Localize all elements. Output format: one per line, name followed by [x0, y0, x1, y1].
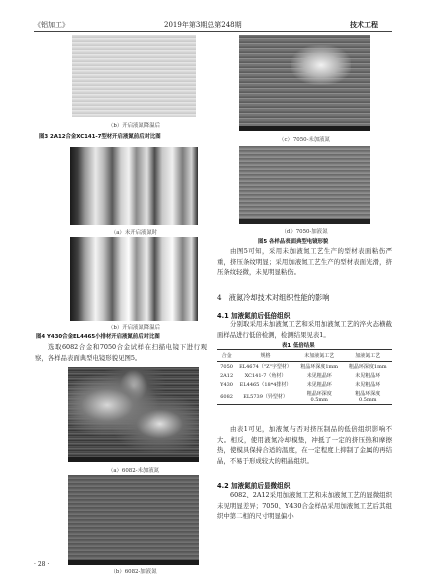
table-row: [217, 371, 392, 380]
table-header-cell: 未加液氮工艺: [295, 350, 344, 362]
fig5c-caption: （c）7050-未加液氮: [279, 137, 330, 143]
table-header-cell: 加液氮工艺: [343, 350, 392, 362]
table-row: [217, 362, 392, 372]
table-cell: 未见粗晶环: [355, 372, 381, 379]
fig3b-caption: （b）开启液氮降温后: [108, 123, 160, 129]
section-4-heading: 4 液氮冷却技术对组织性能的影响: [217, 293, 330, 302]
fig5b-scale-bar: [68, 560, 199, 565]
fig5d-scale-bar: [239, 219, 370, 224]
table-cell: XC141-7（角材）: [244, 372, 287, 379]
fig3b-image: [72, 35, 196, 117]
table-cell: EL4674（"Z"字型材）: [239, 363, 292, 370]
fig5a-image: [68, 367, 199, 462]
section-4-2-heading: 4.2 加液氮前后显微组织: [217, 482, 291, 490]
fig5b-image: [68, 475, 199, 565]
section-4-1-heading: 4.1 加液氮前后低倍组织: [217, 312, 291, 320]
table-header-cell: 规格: [236, 350, 295, 362]
table-cell: EL4465（18*4排材）: [239, 381, 292, 388]
fig5c-bright-region: [291, 45, 351, 85]
issue-info: 2019年第3期总第248期: [164, 21, 242, 29]
left-paragraph: 选取6082合金和7050合金试样在扫描电镜下进行观察，各样品表面典型电镜形貌见图5。: [35, 343, 207, 362]
fig4-title: 图4 Y430合金EL4465小排材开启液氮前后对比图: [36, 334, 160, 340]
table-cell: 未见粗晶环: [306, 381, 332, 388]
fig5d-caption: （d）7050-加液氮: [281, 229, 328, 235]
table-cell: 粗晶环深度 0.5mm: [295, 389, 344, 405]
table-cell: 6082: [217, 389, 236, 405]
fig4a-caption: （a）未开启液氮时: [110, 230, 158, 236]
fig5a-caption: （a）6082-未加液氮: [107, 468, 160, 474]
table-cell: 粗晶环深度1mm: [300, 363, 339, 370]
fig4b-caption: （b）开启液氮降温后: [108, 325, 160, 331]
page-number: · 28 ·: [34, 561, 50, 568]
right-paragraph-3: 由表1可见，加液氮与否对挤压制品的低倍组织影响不大。相反，使用液氮冷却模垫，冲抵了一定的挤压热和摩擦热，使模具保持合适的温度，在一定程度上抑制了金属的再结晶，不易于形成较大的粗晶组织。: [217, 425, 392, 465]
fig5b-caption: （b）6082-加液氮: [110, 569, 157, 575]
table-cell: 7050: [220, 363, 233, 370]
table-cell: 未见粗晶环: [355, 381, 381, 388]
right-paragraph-2: 分别取采用未加液氮工艺和采用加液氮工艺的淬火态横截面样品进行低倍检测，检测结果见表1。: [217, 320, 392, 339]
right-paragraph-1: 由图5可知，采用未加液氮工艺生产的型材表面粘伤严重，挤压条纹明显；采用加液氮工艺生产的型材表面光滑，挤压条纹轻微，未见明显粘伤。: [217, 247, 392, 277]
table-row: [217, 380, 392, 389]
table-row: [217, 389, 392, 405]
fig5d-image: [239, 146, 370, 224]
column-name: 技术工程: [350, 21, 378, 29]
fig4a-image: [70, 147, 198, 225]
table-header-row: [217, 350, 392, 362]
table-cell: Y430: [220, 381, 233, 388]
journal-name: 《铝加工》: [34, 21, 69, 29]
fig5c-scale-bar: [239, 126, 370, 131]
fig4b-image: [70, 237, 198, 321]
fig5-title: 图5 各样品表面典型电镜形貌: [258, 239, 329, 245]
right-paragraph-4: 6082、2A12采用加液氮工艺和未加液氮工艺的显微组织未见明显差异；7050、Y430合金样品采用加液氮工艺后其组织中第二相的尺寸明显偏小: [217, 491, 392, 521]
table-cell: 2A12: [220, 372, 234, 379]
header-rule: [34, 31, 392, 32]
table-1: [217, 349, 392, 405]
table-header-cell: 合金: [217, 350, 236, 362]
table-cell: 未见粗晶环: [306, 372, 332, 379]
table1-title: 表1 低倍结果: [282, 343, 315, 349]
table-cell: EL5739（异型材）: [236, 389, 295, 405]
table-cell: 粗晶环深度 0.5mm: [343, 389, 392, 405]
fig3-title: 图3 2A12合金XC141-7型材开启液氮前后对比图: [39, 134, 161, 140]
table-cell: 粗晶环深度1mm: [348, 363, 387, 370]
fig5a-scale-bar: [68, 457, 199, 462]
fig5c-image: [239, 35, 370, 131]
